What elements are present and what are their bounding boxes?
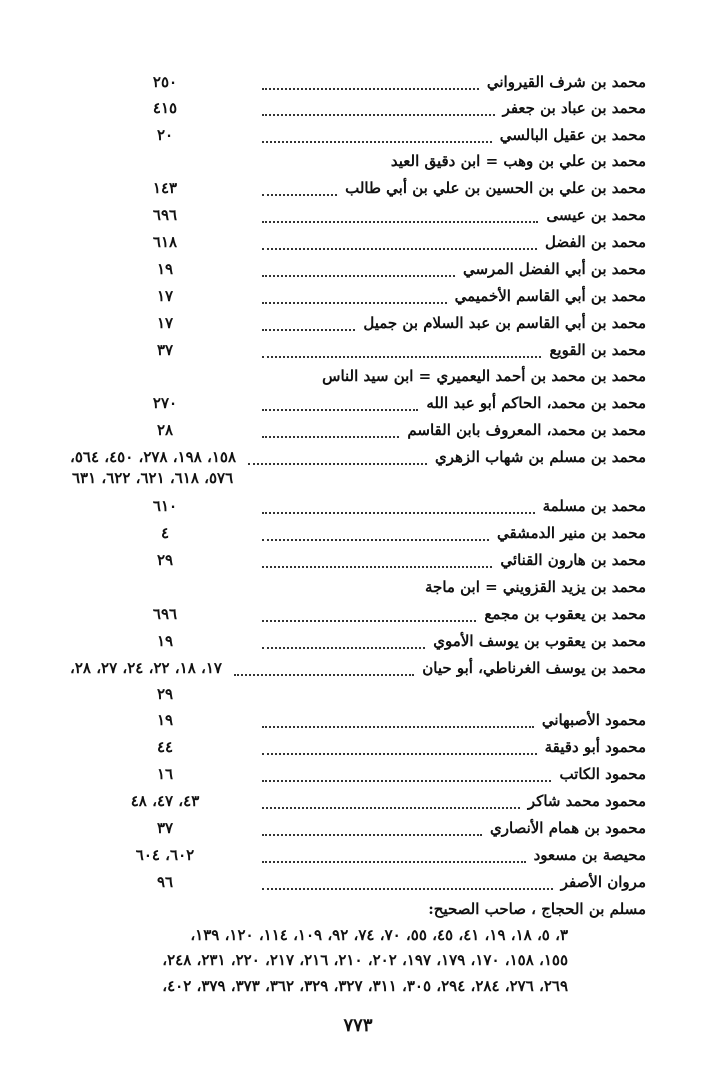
leader-dots <box>262 123 492 143</box>
leader-dots <box>262 230 537 250</box>
continuation-text: ٥٧٦، ٦١٨، ٦٢١، ٦٢٢، ٦٣١ <box>72 469 234 487</box>
leader-dots <box>262 521 489 541</box>
entry-name: محمد بن مسلمة <box>542 497 646 515</box>
index-entry <box>0 843 716 869</box>
entry-pages: ٤٣، ٤٧، ٤٨ <box>130 792 200 810</box>
index-entry <box>0 789 716 815</box>
index-entry <box>0 338 716 364</box>
leader-dots <box>262 96 495 116</box>
leader-dots <box>262 257 455 277</box>
leader-dots <box>262 843 526 863</box>
entry-pages: ٢٥٠ <box>152 73 178 91</box>
index-entry <box>0 708 716 734</box>
leader-dots <box>262 70 479 90</box>
entry-name: محمود بن همام الأنصاري <box>490 819 646 837</box>
entry-name: محمد بن أبي الفضل المرسي <box>462 260 646 278</box>
index-entry <box>0 762 716 788</box>
index-entry <box>0 391 716 417</box>
entry-pages: ٩٦ <box>156 873 174 891</box>
entry-pages-continuation <box>0 466 716 492</box>
entry-name: محمد بن محمد، المعروف بابن القاسم <box>407 421 646 439</box>
entry-pages: ١٩ <box>156 632 174 650</box>
leader-dots <box>262 391 418 411</box>
entry-pages: ٤ <box>160 524 170 542</box>
entry-name: محمد بن الفضل <box>545 233 646 251</box>
page-number: ٧٧٣ <box>343 1015 373 1036</box>
entry-pages: ٦٠٢، ٦٠٤ <box>135 846 195 864</box>
leader-dots <box>262 338 541 358</box>
entry-pages: ٢٧٠ <box>152 394 178 412</box>
entry-name: محمد بن عقيل البالسي <box>499 126 646 144</box>
leader-dots <box>262 203 538 223</box>
entry-pages: ١٧ <box>156 287 174 305</box>
leader-dots <box>262 629 425 649</box>
entry-pages: ١٩ <box>156 711 174 729</box>
index-entry <box>0 602 716 628</box>
entry-pages: ٦١٠ <box>152 497 178 515</box>
entry-pages: ٢٩ <box>156 551 174 569</box>
entry-name: محمد بن محمد، الحاكم أبو عبد الله <box>426 394 646 412</box>
entry-pages: ١٥٨، ١٩٨، ٢٧٨، ٤٥٠، ٥٦٤، <box>70 448 237 466</box>
muslim-pages-line <box>0 923 716 949</box>
entry-name: محمد بن يعقوب بن يوسف الأموي <box>433 632 646 650</box>
index-entry <box>0 284 716 310</box>
entry-name: محمد بن يزيد القزويني = ابن ماجة <box>425 578 646 596</box>
leader-dots <box>248 445 427 465</box>
muslim-pages-line <box>0 974 716 1000</box>
pages-line-text: ٢٦٩، ٢٧٦، ٢٨٤، ٢٩٤، ٣٠٥، ٣١١، ٣٢٧، ٣٢٩، ٣٦٢، ٣٧٣، ٣٧٩، ٤٠٢، <box>162 977 568 995</box>
entry-pages: ٤١٥ <box>152 99 178 117</box>
index-entry <box>0 735 716 761</box>
entry-name: محمد بن علي بن الحسين بن علي بن أبي طالب <box>345 179 646 197</box>
leader-dots <box>262 176 337 196</box>
index-entry <box>0 123 716 149</box>
entry-pages: ٣٧ <box>156 341 174 359</box>
entry-name: محيصة بن مسعود <box>533 846 646 864</box>
entry-name: مسلم بن الحجاج ، صاحب الصحيح: <box>428 900 646 918</box>
entry-name: محمد بن علي بن وهب = ابن دقيق العيد <box>390 152 646 170</box>
leader-dots <box>262 816 482 836</box>
entry-name: محمود محمد شاكر <box>527 792 646 810</box>
entry-pages: ١٧ <box>156 314 174 332</box>
entry-pages: ٦١٨ <box>152 233 178 251</box>
index-entry <box>0 870 716 896</box>
entry-name: محمد بن عيسى <box>546 206 646 224</box>
pages-line-text: ٣، ٥، ١٨، ١٩، ٤١، ٤٥، ٥٥، ٧٠، ٧٤، ٩٢، ١٠٩، ١١٤، ١٢٠، ١٣٩، <box>190 926 568 944</box>
entry-name: محمد بن منير الدمشقي <box>496 524 646 542</box>
entry-name: محمد بن عباد بن جعفر <box>502 99 646 117</box>
index-entry <box>0 418 716 444</box>
leader-dots <box>262 708 534 728</box>
index-entry <box>0 364 716 390</box>
entry-name: محمد بن محمد بن أحمد اليعميري = ابن سيد الناس <box>322 367 646 385</box>
entry-pages: ٤٤ <box>156 738 174 756</box>
leader-dots <box>262 789 520 809</box>
entry-pages-continuation <box>0 682 716 708</box>
index-entry <box>0 548 716 574</box>
leader-dots <box>262 418 399 438</box>
index-entry <box>0 230 716 256</box>
entry-pages: ١٦ <box>156 765 174 783</box>
index-entry <box>0 521 716 547</box>
entry-name: محمود أبو دقيقة <box>544 738 646 756</box>
entry-pages: ٦٩٦ <box>152 206 178 224</box>
leader-dots <box>262 548 492 568</box>
entry-name: محمد بن مسلم بن شهاب الزهري <box>434 448 646 466</box>
leader-dots <box>262 494 535 514</box>
entry-pages: ١٧، ١٨، ٢٢، ٢٤، ٢٧، ٢٨، <box>70 659 222 677</box>
index-entry <box>0 176 716 202</box>
entry-name: محمد بن شرف القيرواني <box>486 73 646 91</box>
entry-name: محمد بن يعقوب بن مجمع <box>484 605 646 623</box>
leader-dots <box>262 762 551 782</box>
leader-dots <box>262 735 537 755</box>
continuation-text: ٢٩ <box>156 685 174 703</box>
index-entry <box>0 816 716 842</box>
index-entry <box>0 494 716 520</box>
entry-name: محمود الأصبهاني <box>541 711 646 729</box>
entry-name: محمد بن يوسف الغرناطي، أبو حيان <box>422 659 646 677</box>
entry-name: محمد بن أبي القاسم بن عبد السلام بن جميل <box>363 314 646 332</box>
index-entry <box>0 149 716 175</box>
entry-pages: ٢٠ <box>156 126 174 144</box>
entry-name: محمود الكاتب <box>559 765 646 783</box>
leader-dots <box>262 870 553 890</box>
entry-pages: ١٩ <box>156 260 174 278</box>
index-entry <box>0 629 716 655</box>
index-entry-muslim <box>0 897 716 923</box>
pages-line-text: ١٥٥، ١٥٨، ١٧٠، ١٧٩، ١٩٧، ٢٠٢، ٢١٠، ٢١٦، ٢١٧، ٢٢٠، ٢٣١، ٢٤٨، <box>162 951 568 969</box>
leader-dots <box>234 656 414 676</box>
entry-name: محمد بن القويع <box>549 341 646 359</box>
entry-pages: ١٤٣ <box>152 179 178 197</box>
index-entry <box>0 203 716 229</box>
index-entry <box>0 575 716 601</box>
index-entry <box>0 656 716 682</box>
leader-dots <box>262 284 447 304</box>
index-entry <box>0 96 716 122</box>
index-entry <box>0 311 716 337</box>
leader-dots <box>262 311 355 331</box>
entry-name: مروان الأصفر <box>560 873 646 891</box>
muslim-pages-line <box>0 948 716 974</box>
entry-pages: ٣٧ <box>156 819 174 837</box>
index-entry <box>0 70 716 96</box>
leader-dots <box>262 602 476 622</box>
entry-name: محمد بن أبي القاسم الأخميمي <box>454 287 646 305</box>
entry-name: محمد بن هارون القنائي <box>500 551 646 569</box>
entry-pages: ٦٩٦ <box>152 605 178 623</box>
index-entry <box>0 257 716 283</box>
entry-pages: ٢٨ <box>156 421 174 439</box>
